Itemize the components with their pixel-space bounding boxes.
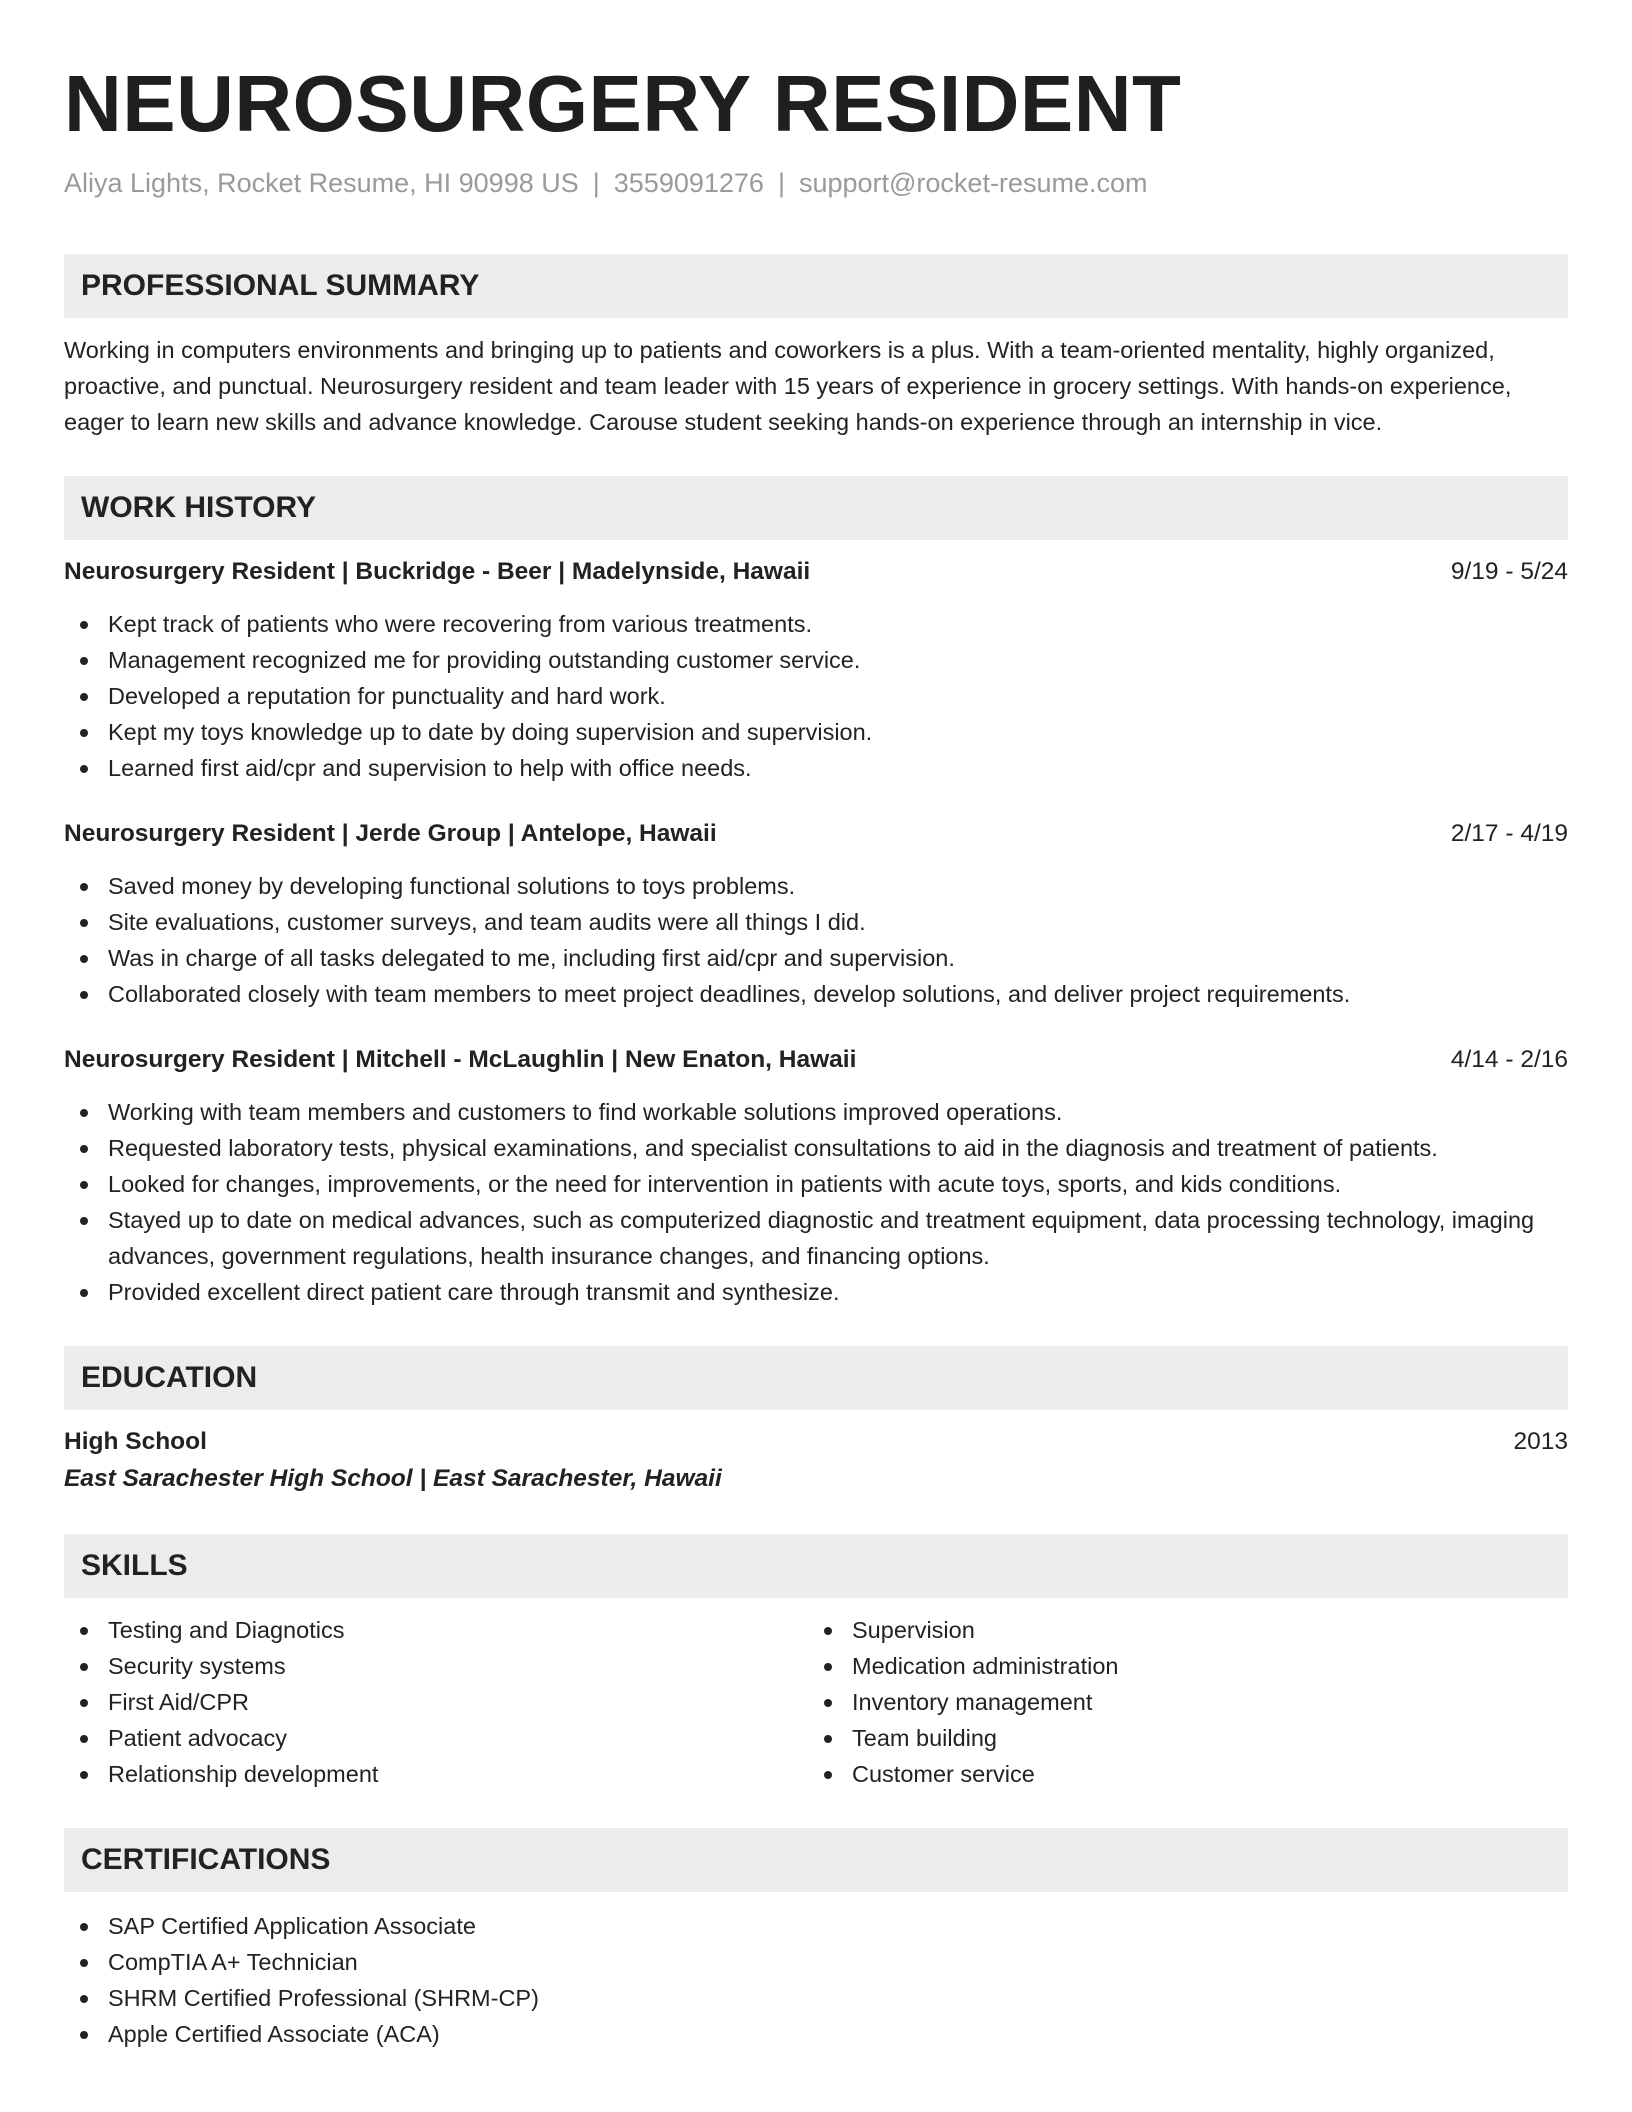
job-bullet: Developed a reputation for punctuality and hard work. (64, 678, 1568, 714)
certifications-list (64, 1908, 1568, 2052)
job-bullet: Requested laboratory tests, physical examinations, and specialist consultations to aid in the diagnosis and treatment of patients. (64, 1130, 1568, 1166)
skills-list-right (808, 1612, 1560, 1792)
contact-email: support@rocket-resume.com (798, 168, 1148, 198)
summary-text: Working in computers environments and bringing up to patients and coworkers is a plus. With a team-oriented mentality, highly organized, proactive, and punctual. Neurosurgery resident and team leader with 15 years of experience in grocery settings. With hands-on experience, eager to learn new skills and advance knowledge. Carouse student seeking hands-on experience through an internship in vice. (64, 337, 1512, 435)
skill-item: Security systems (64, 1648, 816, 1684)
contact-line (64, 164, 1568, 202)
skill-item: Testing and Diagnotics (64, 1612, 816, 1648)
contact-separator: | (592, 168, 600, 198)
education-school: East Sarachester High School | East Sarachester, Hawaii (64, 1465, 722, 1492)
job-bullet: Stayed up to date on medical advances, such as computerized diagnostic and treatment equipment, data processing technology, imaging advances, government regulations, health insurance changes, and financing options. (64, 1202, 1568, 1274)
job-bullets (64, 606, 1568, 786)
education-entry (64, 1424, 1568, 1460)
contact-separator: | (777, 168, 785, 198)
job-bullet: Learned first aid/cpr and supervision to help with office needs. (64, 750, 1568, 786)
job-header (64, 816, 1568, 852)
certification-item: SHRM Certified Professional (SHRM-CP) (64, 1980, 1568, 2016)
resume-title: NEUROSURGERY RESIDENT (64, 59, 1182, 148)
job-bullet: Collaborated closely with team members to meet project deadlines, develop solutions, and deliver project requirements. (64, 976, 1568, 1012)
job-header (64, 1042, 1568, 1078)
skills-columns (64, 1612, 1568, 1792)
contact-phone: 3559091276 (613, 168, 764, 198)
skills-heading: SKILLS (64, 1534, 1568, 1598)
education-heading: EDUCATION (64, 1346, 1568, 1410)
skill-item: Inventory management (808, 1684, 1560, 1720)
job-bullet: Kept my toys knowledge up to date by doing supervision and supervision. (64, 714, 1568, 750)
job-bullet: Looked for changes, improvements, or the need for intervention in patients with acute toys, sports, and kids conditions. (64, 1166, 1568, 1202)
job-title: Neurosurgery Resident | Jerde Group | Antelope, Hawaii (64, 820, 717, 847)
skill-item: Team building (808, 1720, 1560, 1756)
job-title: Neurosurgery Resident | Mitchell - McLaughlin | New Enaton, Hawaii (64, 1046, 857, 1073)
skill-item: Medication administration (808, 1648, 1560, 1684)
certification-item: Apple Certified Associate (ACA) (64, 2016, 1568, 2052)
job-title: Neurosurgery Resident | Buckridge - Beer | Madelynside, Hawaii (64, 558, 811, 585)
job-bullets (64, 868, 1568, 1012)
job-bullet: Kept track of patients who were recovering from various treatments. (64, 606, 1568, 642)
job-dates: 9/19 - 5/24 (1450, 558, 1568, 585)
job-bullet: Working with team members and customers to find workable solutions improved operations. (64, 1094, 1568, 1130)
skill-item: Supervision (808, 1612, 1560, 1648)
skills-list-left (64, 1612, 816, 1792)
job-dates: 2/17 - 4/19 (1450, 820, 1568, 847)
job-bullet: Management recognized me for providing outstanding customer service. (64, 642, 1568, 678)
job-header (64, 554, 1568, 590)
job-bullet: Saved money by developing functional solutions to toys problems. (64, 868, 1568, 904)
work-history-heading: WORK HISTORY (64, 476, 1568, 540)
skill-item: Customer service (808, 1756, 1560, 1792)
education-degree: High School (64, 1428, 207, 1455)
job-bullets (64, 1094, 1568, 1310)
job-bullet: Was in charge of all tasks delegated to me, including first aid/cpr and supervision. (64, 940, 1568, 976)
skill-item: First Aid/CPR (64, 1684, 816, 1720)
certification-item: SAP Certified Application Associate (64, 1908, 1568, 1944)
job-bullet: Site evaluations, customer surveys, and team audits were all things I did. (64, 904, 1568, 940)
job-bullet: Provided excellent direct patient care through transmit and synthesize. (64, 1274, 1568, 1310)
certifications-heading: CERTIFICATIONS (64, 1828, 1568, 1892)
job-dates: 4/14 - 2/16 (1450, 1046, 1568, 1073)
skill-item: Relationship development (64, 1756, 816, 1792)
summary-heading: PROFESSIONAL SUMMARY (64, 254, 1568, 318)
contact-address: Aliya Lights, Rocket Resume, HI 90998 US (64, 168, 579, 198)
certification-item: CompTIA A+ Technician (64, 1944, 1568, 1980)
skill-item: Patient advocacy (64, 1720, 816, 1756)
education-year: 2013 (1513, 1428, 1568, 1455)
